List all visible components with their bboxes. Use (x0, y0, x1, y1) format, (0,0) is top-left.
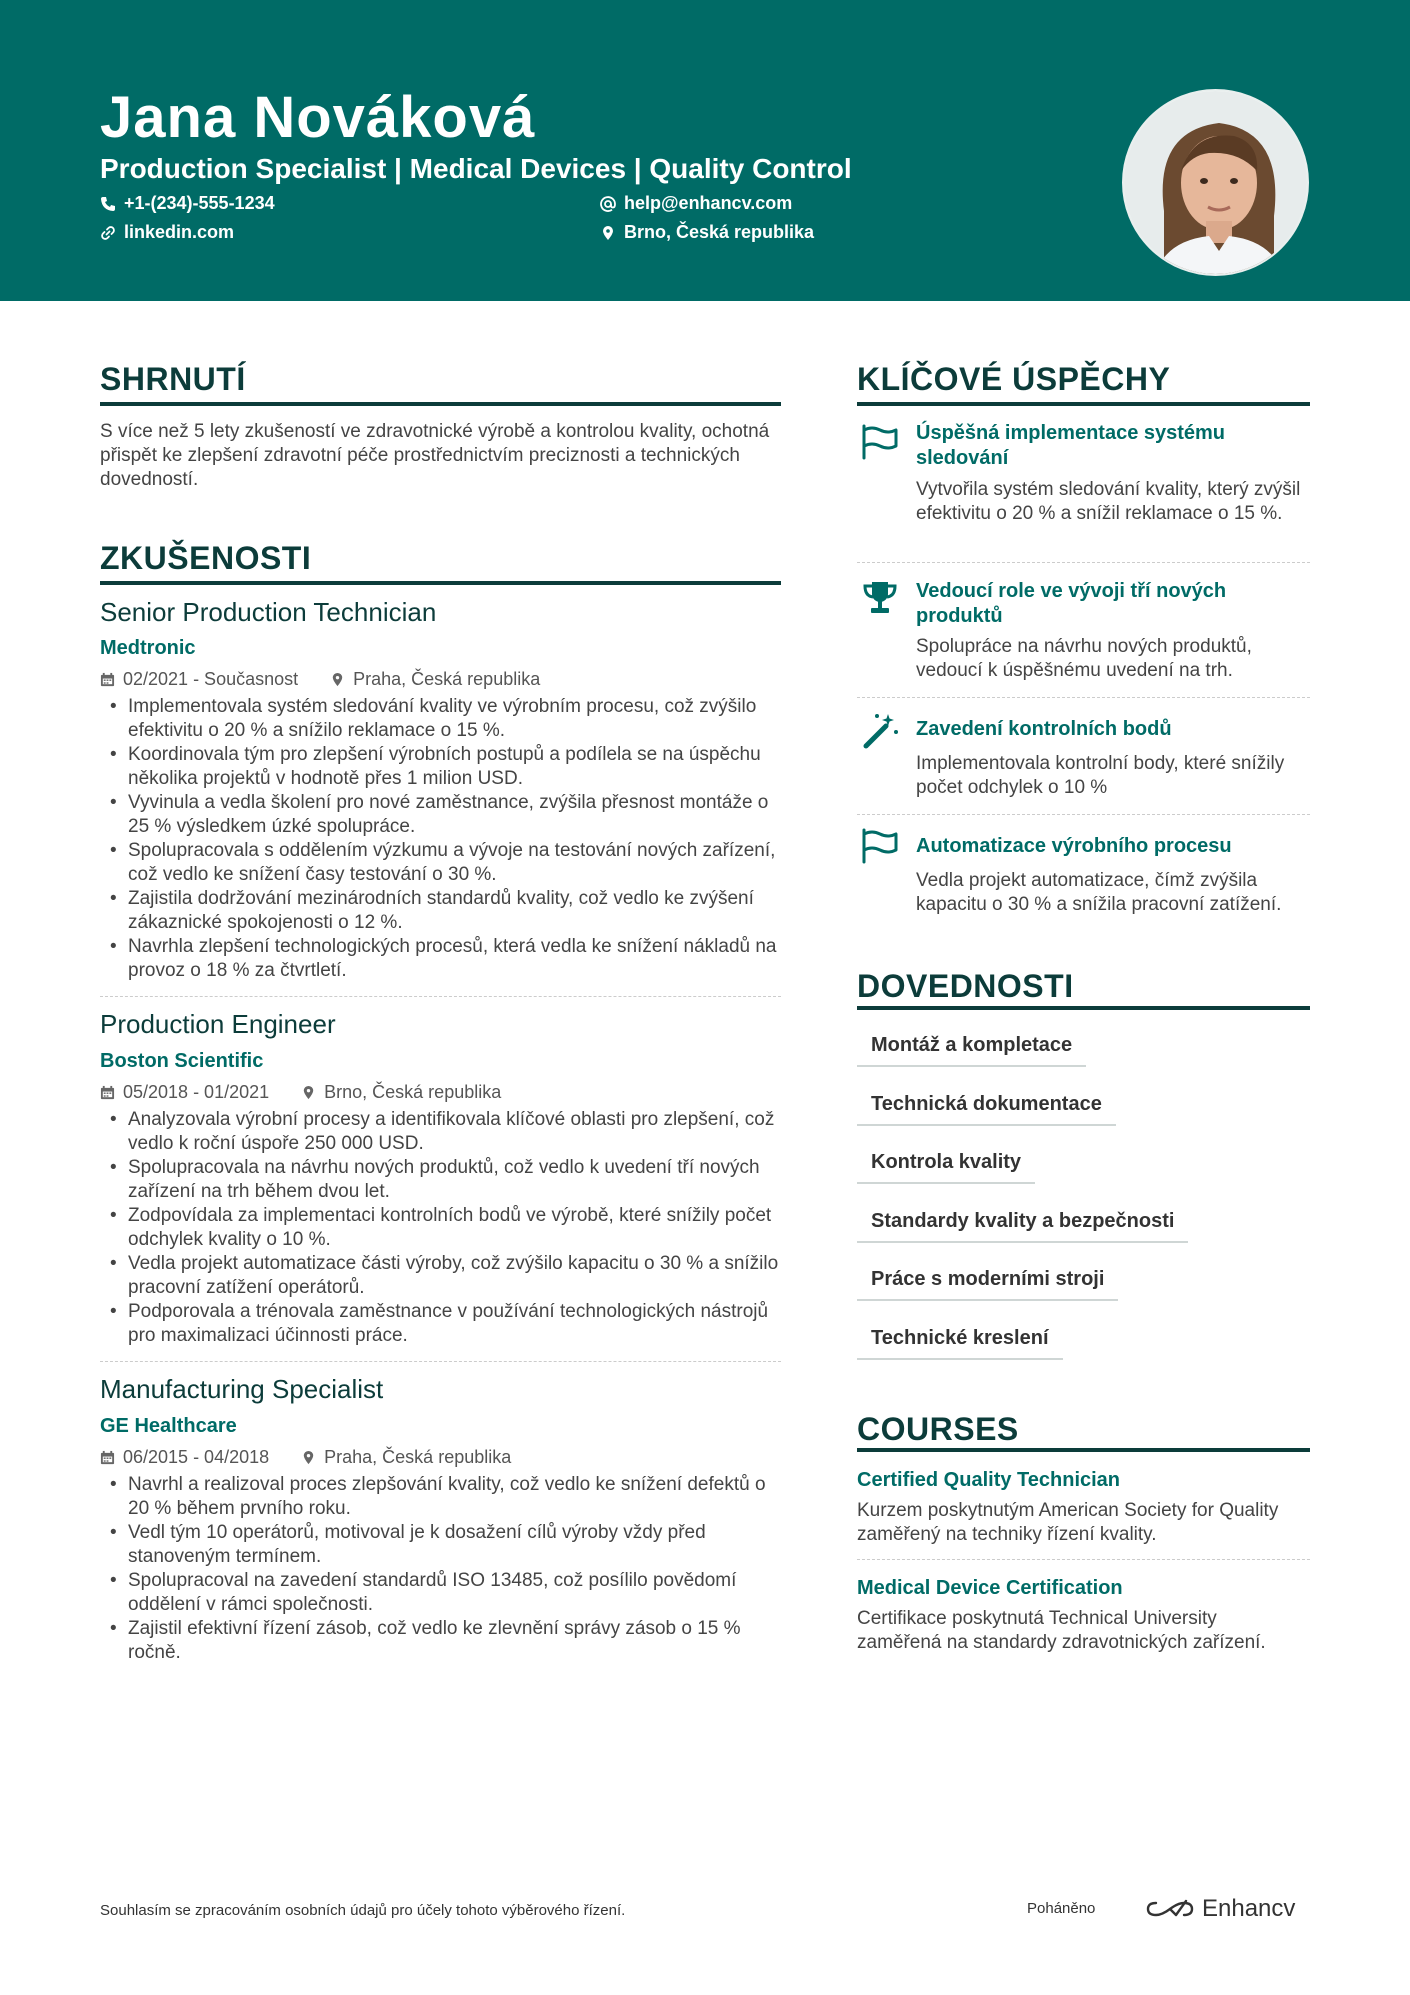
list-item: • Implementovala systém sledování kvality ve výrobním procesu, což zvýšilo efektivitu o 20 % a snížilo reklamace o 15 %. (100, 695, 780, 743)
profile-photo (1122, 89, 1309, 276)
divider (857, 1559, 1310, 1560)
summary-title: SHRNUTÍ (100, 361, 246, 397)
enhancv-brand-text: Enhancv (1202, 1895, 1296, 1922)
skill-tag: Technická dokumentace (857, 1093, 1116, 1126)
job-meta (100, 1082, 523, 1103)
skill-tag: Standardy kvality a bezpečnosti (857, 1210, 1188, 1243)
achievement-title: Vedoucí role ve vývoji tří nových produktů (916, 580, 1227, 627)
list-item: • Vedla projekt automatizace části výroby, což zvýšilo kapacitu o 30 % a snížilo pracovní zatížení operátorů. (100, 1252, 780, 1300)
skill-tag: Práce s moderními stroji (857, 1268, 1118, 1301)
divider (857, 562, 1310, 563)
divider (100, 1361, 781, 1362)
link-icon (100, 225, 116, 241)
job-location: Praha, Česká republika (353, 669, 541, 689)
trophy-icon (860, 578, 900, 618)
divider (857, 697, 1310, 698)
list-item: • Spolupracovala na návrhu nových produktů, což vedlo k uvedení tří nových zařízení na trh během dvou let. (100, 1156, 780, 1204)
phone-contact[interactable] (100, 193, 275, 214)
list-item: • Spolupracoval na zavedení standardů ISO 13485, což posílilo povědomí oddělení v rámci společnosti. (100, 1569, 780, 1617)
flag-icon (860, 422, 900, 462)
list-item: • Koordinovala tým pro zlepšení výrobních postupů a podílela se na úspěchu několika projektů v hodnotě přes 1 milion USD. (100, 743, 780, 791)
achievement-desc: Vedla projekt automatizace, čímž zvýšila kapacitu o 30 % a snížila pracovní zatížení. (916, 870, 1282, 915)
course-desc: Kurzem poskytnutým American Society for Quality zaměřený na techniky řízení kvality. (857, 1500, 1279, 1545)
achievement-title: Zavedení kontrolních bodů (916, 718, 1172, 740)
map-pin-icon (330, 672, 345, 687)
courses-title: COURSES (857, 1411, 1019, 1447)
summary-text: S více než 5 lety zkušeností ve zdravotnické výrobě a kontrolou kvality, ochotná přispět ke zlepšení zdravotní péče prostřednictvím preciznosti a technických dovedností. (100, 421, 770, 490)
experience-title: ZKUŠENOSTI (100, 540, 312, 576)
experience-rule (100, 581, 781, 585)
courses-rule (857, 1448, 1310, 1452)
list-item: • Analyzovala výrobní procesy a identifikovala klíčové oblasti pro zlepšení, což vedlo k roční úspoře 250 000 USD. (100, 1108, 780, 1156)
job-company: Boston Scientific (100, 1050, 264, 1072)
magic-wand-icon (860, 710, 900, 750)
job-meta (100, 669, 562, 690)
list-item: • Navrhl a realizoval proces zlepšování kvality, což vedlo ke snížení defektů o 20 % během prvního roku. (100, 1473, 780, 1521)
location-contact (600, 222, 814, 243)
list-item: • Vedl tým 10 operátorů, motivoval je k dosažení cílů výroby vždy před stanoveným termínem. (100, 1521, 780, 1569)
summary-rule (100, 402, 781, 406)
skill-tag: Kontrola kvality (857, 1151, 1035, 1184)
linkedin-contact[interactable] (100, 222, 234, 243)
achievement-desc: Implementovala kontrolní body, které snížily počet odchylek o 10 % (916, 753, 1285, 798)
list-item: • Zajistila dodržování mezinárodních standardů kvality, což vedlo ke zvýšení zákaznické spokojenosti o 12 %. (100, 887, 780, 935)
job-company: Medtronic (100, 637, 196, 659)
job-title: Manufacturing Specialist (100, 1374, 384, 1404)
candidate-subtitle: Production Specialist | Medical Devices | Quality Control (100, 153, 852, 184)
phone-icon (100, 196, 116, 212)
job-dates: 06/2015 - 04/2018 (123, 1447, 270, 1467)
achievement-desc: Vytvořila systém sledování kvality, který zvýšil efektivitu o 20 % a snížil reklamace o 15 %. (916, 479, 1301, 524)
course-title: Medical Device Certification (857, 1577, 1123, 1599)
list-item: • Zodpovídala za implementaci kontrolních bodů ve výrobě, které snížily počet odchylek kvality o 10 %. (100, 1204, 780, 1252)
job-title: Production Engineer (100, 1009, 336, 1039)
list-item: • Spolupracovala s oddělením výzkumu a vývoje na testování nových zařízení, což vedlo ke snížení časy testování o 30 %. (100, 839, 780, 887)
calendar-icon (100, 672, 115, 687)
list-item: • Navrhla zlepšení technologických procesů, která vedla ke snížení nákladů na provoz o 18 % za čtvrtletí. (100, 935, 780, 983)
email-text: help@enhancv.com (624, 193, 793, 213)
achievement-desc: Spolupráce na návrhu nových produktů, vedoucí k úspěšnému uvedení na trh. (916, 636, 1252, 681)
skill-tag: Montáž a kompletace (857, 1034, 1086, 1067)
list-item: • Zajistil efektivní řízení zásob, což vedlo ke zlevnění správy zásob o 15 % ročně. (100, 1617, 780, 1665)
job-bullets (100, 695, 780, 983)
powered-by-label: Poháněno (1027, 1900, 1096, 1917)
achievements-title: KLÍČOVÉ ÚSPĚCHY (857, 361, 1171, 397)
header (0, 0, 1410, 301)
phone-text: +1-(234)-555-1234 (124, 193, 275, 213)
course-desc: Certifikace poskytnutá Technical University zaměřená na standardy zdravotnických zařízení. (857, 1608, 1266, 1653)
calendar-icon (100, 1450, 115, 1465)
achievement-title: Úspěšná implementace systému sledování (916, 422, 1226, 469)
map-pin-icon (301, 1085, 316, 1100)
achievements-rule (857, 402, 1310, 406)
job-title: Senior Production Technician (100, 597, 437, 627)
achievement-title: Automatizace výrobního procesu (916, 835, 1232, 857)
skills-title: DOVEDNOSTI (857, 968, 1074, 1004)
list-item: • Podporovala a trénovala zaměstnance v používání technologických nástrojů pro maximalizaci účinnosti práce. (100, 1300, 780, 1348)
skills-rule (857, 1006, 1310, 1010)
job-bullets (100, 1108, 780, 1348)
enhancv-logo[interactable] (1146, 1895, 1295, 1923)
location-text: Brno, Česká republika (624, 222, 815, 242)
consent-text: Souhlasím se zpracováním osobních údajů pro účely tohoto výběrového řízení. (100, 1902, 626, 1919)
list-item: • Vyvinula a vedla školení pro nové zaměstnance, zvýšila přesnost montáže o 25 % výsledkem úzké spolupráce. (100, 791, 780, 839)
email-contact[interactable] (600, 193, 792, 214)
job-meta (100, 1447, 533, 1468)
enhancv-logo-icon (1146, 1897, 1194, 1921)
job-location: Praha, Česká republika (324, 1447, 512, 1467)
divider (100, 996, 781, 997)
candidate-name: Jana Nováková (100, 85, 536, 150)
at-icon (600, 196, 616, 212)
job-dates: 05/2018 - 01/2021 (123, 1082, 270, 1102)
job-dates: 02/2021 - Současnost (123, 669, 299, 689)
job-location: Brno, Česká republika (324, 1082, 502, 1102)
flag-icon (860, 826, 900, 866)
linkedin-text: linkedin.com (124, 222, 235, 242)
job-company: GE Healthcare (100, 1415, 237, 1437)
job-bullets (100, 1473, 780, 1665)
map-pin-icon (600, 225, 616, 241)
calendar-icon (100, 1085, 115, 1100)
skill-tag: Technické kreslení (857, 1327, 1063, 1360)
map-pin-icon (301, 1450, 316, 1465)
divider (857, 814, 1310, 815)
course-title: Certified Quality Technician (857, 1469, 1121, 1491)
